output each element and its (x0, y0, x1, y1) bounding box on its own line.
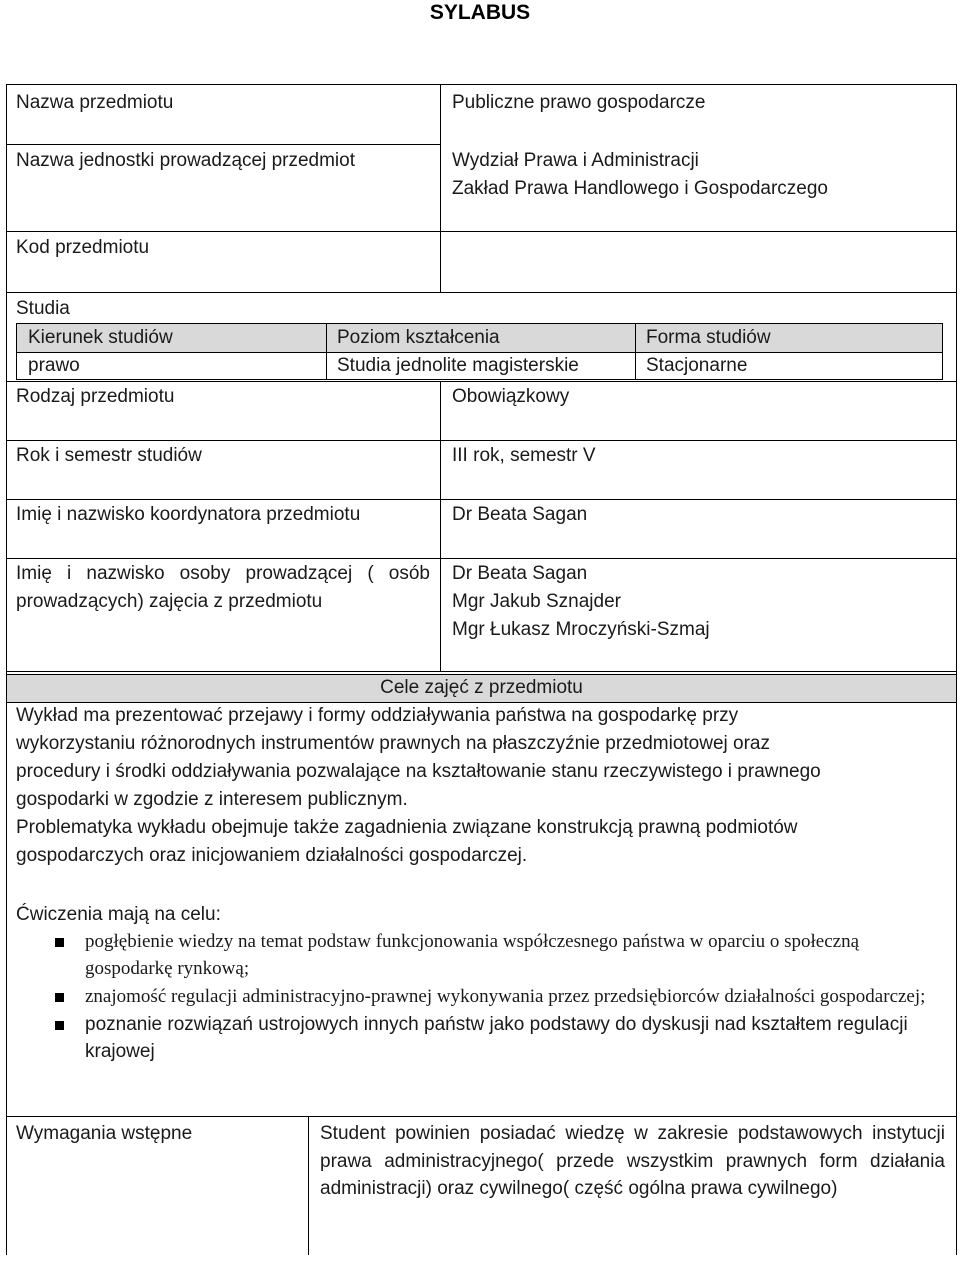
value-jednostka-line1: Wydział Prawa i Administracji (452, 150, 699, 171)
cwiczenia-header: Ćwiczenia mają na celu: (16, 904, 221, 925)
row-sep-studia (7, 381, 956, 382)
header-forma: Forma studiów (646, 327, 771, 348)
row-sep-rodzaj (7, 440, 956, 441)
value-prowadzacy-2: Mgr Jakub Sznajder (452, 591, 621, 612)
syllabus-table (6, 84, 957, 1255)
document-title: SYLABUS (429, 1, 531, 24)
list-item (55, 1011, 935, 1065)
row-sep-rok (7, 499, 956, 500)
value-rodzaj: Obowiązkowy (452, 386, 570, 407)
cele-line-4: gospodarki w zgodzie z interesem publicznym. (16, 789, 408, 810)
cele-line-3: procedury i środki oddziaływania pozwalające na kształtowanie stanu rzeczywistego i prawnego (16, 761, 821, 782)
column-divider-wymagania (308, 1116, 309, 1255)
bullet-square-icon (55, 993, 64, 1002)
value-wymagania: Student powinien posiadać wiedzę w zakresie podstawowych instytucji prawa administracyjnego( przede wszystkim prawnych form działania administracji) oraz cywilnego( część ogólna prawa cywilnego) (320, 1123, 945, 1199)
label-rodzaj: Rodzaj przedmiotu (16, 386, 175, 407)
row-sep-cele (7, 671, 956, 672)
label-jednostka: Nazwa jednostki prowadzącej przedmiot (16, 150, 355, 171)
label-prowadzacy: Imię i nazwisko osoby prowadzącej ( osób prowadzących) zajęcia z przedmiotu (16, 563, 430, 612)
cwiczenia-list (55, 928, 935, 1066)
value-prowadzacy-1: Dr Beata Sagan (452, 563, 588, 584)
label-rok: Rok i semestr studiów (16, 445, 202, 466)
label-koordynator: Imię i nazwisko koordynatora przedmiotu (16, 504, 361, 525)
value-kierunek: prawo (28, 355, 80, 376)
label-wymagania: Wymagania wstępne (16, 1123, 193, 1144)
cele-line-6: gospodarczych oraz inicjowaniem działalności gospodarczej. (16, 845, 528, 866)
cele-line-5: Problematyka wykładu obejmuje także zagadnienia związane konstrukcją prawną podmiotów (16, 817, 798, 838)
list-item (55, 983, 935, 1010)
value-koordynator: Dr Beata Sagan (452, 504, 588, 525)
value-jednostka-line2: Zakład Prawa Handlowego i Gospodarczego (452, 178, 828, 199)
value-nazwa-przedmiotu: Publiczne prawo gospodarcze (452, 92, 706, 113)
bullet-text-1: pogłębienie wiedzy na temat podstaw funkcjonowania współczesnego państwa w oparciu o społeczną gospodarkę rynkową; (85, 931, 859, 979)
bullet-text-3: poznanie rozwiązań ustrojowych innych państw jako podstawy do dyskusji nad kształtem regulacji krajowej (85, 1014, 908, 1062)
value-rok: III rok, semestr V (452, 445, 596, 466)
bullet-square-icon (55, 1021, 64, 1030)
row-sep-koordynator (7, 558, 956, 559)
value-forma: Stacjonarne (646, 355, 748, 376)
cele-line-1: Wykład ma prezentować przejawy i formy oddziaływania państwa na gospodarkę przy (16, 705, 739, 726)
kod-divider (440, 231, 441, 292)
value-prowadzacy-3: Mgr Łukasz Mroczyński-Szmaj (452, 619, 710, 640)
row-sep-2 (7, 231, 956, 232)
label-nazwa-przedmiotu: Nazwa przedmiotu (16, 92, 174, 113)
row-sep-wymagania (7, 1116, 956, 1117)
header-poziom: Poziom kształcenia (337, 327, 500, 348)
list-item (55, 928, 935, 982)
value-poziom: Studia jednolite magisterskie (337, 355, 579, 376)
label-kod-przedmiotu: Kod przedmiotu (16, 237, 150, 258)
cele-header: Cele zajęć z przedmiotu (380, 677, 583, 698)
row-sep-1 (7, 144, 440, 145)
label-studia: Studia (16, 298, 70, 319)
studia-subtable (16, 323, 943, 380)
header-kierunek: Kierunek studiów (28, 327, 173, 348)
column-divider-middle (440, 381, 441, 671)
cele-line-2: wykorzystaniu różnorodnych instrumentów prawnych na płaszczyźnie przedmiotowej oraz (16, 733, 770, 754)
bullet-square-icon (55, 938, 64, 947)
column-divider-top (440, 85, 441, 231)
row-sep-3 (7, 292, 956, 293)
bullet-text-2: znajomość regulacji administracyjno-prawnej wykonywania przez przedsiębiorców działalności gospodarczej; (85, 986, 926, 1007)
